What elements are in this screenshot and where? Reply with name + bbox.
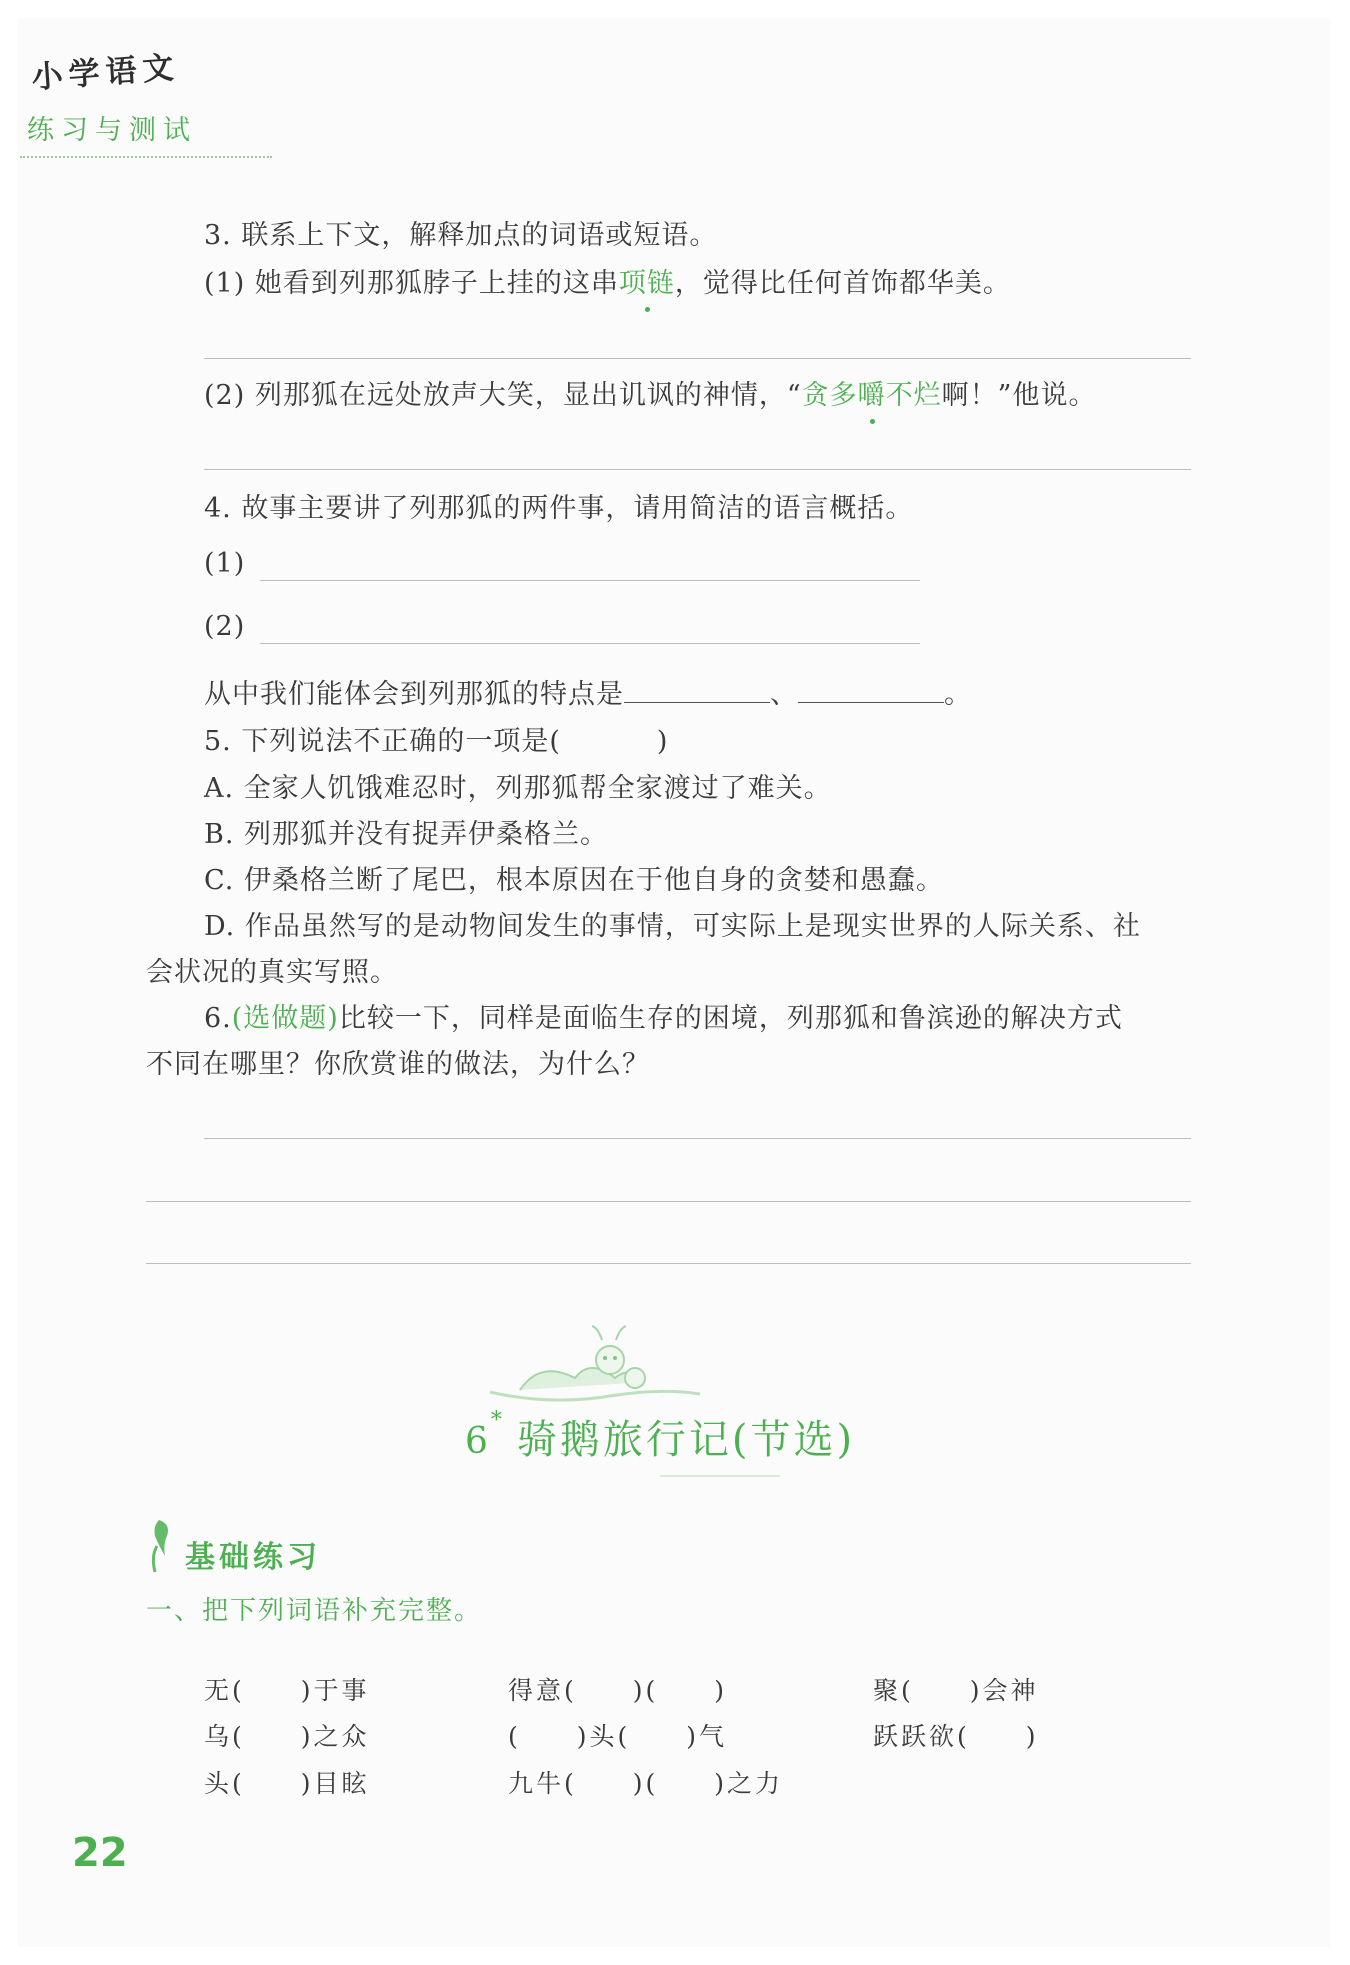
- q4-traits-prefix: 从中我们能体会到列那狐的特点是: [204, 679, 624, 710]
- leaf-icon: [145, 1516, 179, 1580]
- q4-traits: [204, 672, 972, 711]
- q5-option-d-cont: 会状况的真实写照。: [146, 957, 398, 988]
- q3-part1-before: (1) 她看到列那狐脖子上挂的这串: [204, 268, 619, 299]
- word-fill-r2c3[interactable]: 跃跃欲( ): [873, 1722, 1039, 1751]
- q6-answer-line-1[interactable]: [204, 1138, 1191, 1139]
- series-title: 小学语文: [30, 49, 181, 96]
- caterpillar-illustration: [480, 1320, 710, 1420]
- lesson-title-text: 骑鹅旅行记(节选): [516, 1417, 856, 1463]
- word-fill-r1c1[interactable]: 无( )于事: [204, 1676, 370, 1705]
- q3-answer-line-2[interactable]: [204, 469, 1191, 470]
- lesson-title: [465, 1408, 855, 1465]
- q5-option-c: C. 伊桑格兰断了尾巴，根本原因在于他自身的贪婪和愚蠢。: [204, 865, 944, 896]
- word-fill-r3c1[interactable]: 头( )目眩: [204, 1769, 370, 1798]
- q6-text1: 比较一下，同样是面临生存的困境，列那狐和鲁滨逊的解决方式: [338, 1003, 1123, 1034]
- q5-prompt: [204, 719, 668, 758]
- q5-prompt-text: 5. 下列说法不正确的一项是(: [204, 726, 561, 757]
- q3-prompt: 3. 联系上下文，解释加点的词语或短语。: [204, 220, 718, 251]
- word-fill-r1c2[interactable]: 得意( )( ): [508, 1676, 728, 1705]
- word-fill-r2c1[interactable]: 乌( )之众: [204, 1722, 370, 1751]
- q4-traits-end: 。: [944, 679, 972, 710]
- q3-part2-emphasis: 贪多嚼不烂: [802, 373, 942, 412]
- lesson-number: 6: [465, 1421, 491, 1462]
- q4-item1-line[interactable]: [260, 580, 920, 581]
- q3-part1: [204, 261, 1011, 300]
- q5-option-d: D. 作品虽然写的是动物间发生的事情，可实际上是现实世界的人际关系、社: [204, 911, 1141, 942]
- header-divider: [20, 156, 272, 158]
- q3-answer-line-1[interactable]: [204, 358, 1191, 359]
- word-fill-r1c3[interactable]: 聚( )会神: [873, 1676, 1039, 1705]
- q5-option-a: A. 全家人饥饿难忍时，列那狐帮全家渡过了难关。: [204, 773, 832, 804]
- q3-part2-before: (2) 列那狐在远处放声大笑，显出讥讽的神情，“: [204, 380, 802, 411]
- q4-item2-line[interactable]: [260, 643, 920, 644]
- q4-trait-blank-1[interactable]: [624, 676, 770, 703]
- q6-answer-line-2[interactable]: [146, 1201, 1191, 1202]
- section-title: 基础练习: [185, 1540, 321, 1575]
- q3-part2-after: 啊！”他说。: [941, 380, 1097, 411]
- word-fill-r2c2[interactable]: ( )头( )气: [508, 1722, 728, 1751]
- q4-trait-blank-2[interactable]: [798, 676, 944, 703]
- exercise-1-title: 一、把下列词语补充完整。: [146, 1596, 483, 1626]
- q5-option-b: B. 列那狐并没有捉弄伊桑格兰。: [204, 819, 609, 850]
- q6-line1: [204, 996, 1123, 1035]
- series-subtitle: 练习与测试: [27, 115, 197, 146]
- q3-part2: [204, 373, 1096, 412]
- q6-answer-line-3[interactable]: [146, 1263, 1191, 1264]
- q5-prompt-end: ): [656, 726, 669, 757]
- word-fill-r3c2[interactable]: 九牛( )( )之力: [508, 1769, 784, 1798]
- q4-item1-label: (1): [204, 548, 246, 579]
- lesson-star: *: [490, 1408, 505, 1433]
- q6-line2: 不同在哪里？你欣赏谁的做法，为什么？: [146, 1049, 650, 1080]
- q4-prompt: 4. 故事主要讲了列那狐的两件事，请用简洁的语言概括。: [204, 493, 914, 524]
- q4-item2-label: (2): [204, 611, 246, 642]
- q3-part1-after: ，觉得比任何首饰都华美。: [674, 268, 1011, 299]
- page-number: 22: [72, 1830, 128, 1876]
- q6-number: 6.: [204, 1003, 232, 1034]
- lesson-title-underline: [660, 1475, 780, 1477]
- q3-part1-emphasis: 项链: [619, 261, 675, 300]
- q6-optional-tag: (选做题): [231, 1003, 339, 1034]
- q4-traits-sep: 、: [770, 679, 798, 710]
